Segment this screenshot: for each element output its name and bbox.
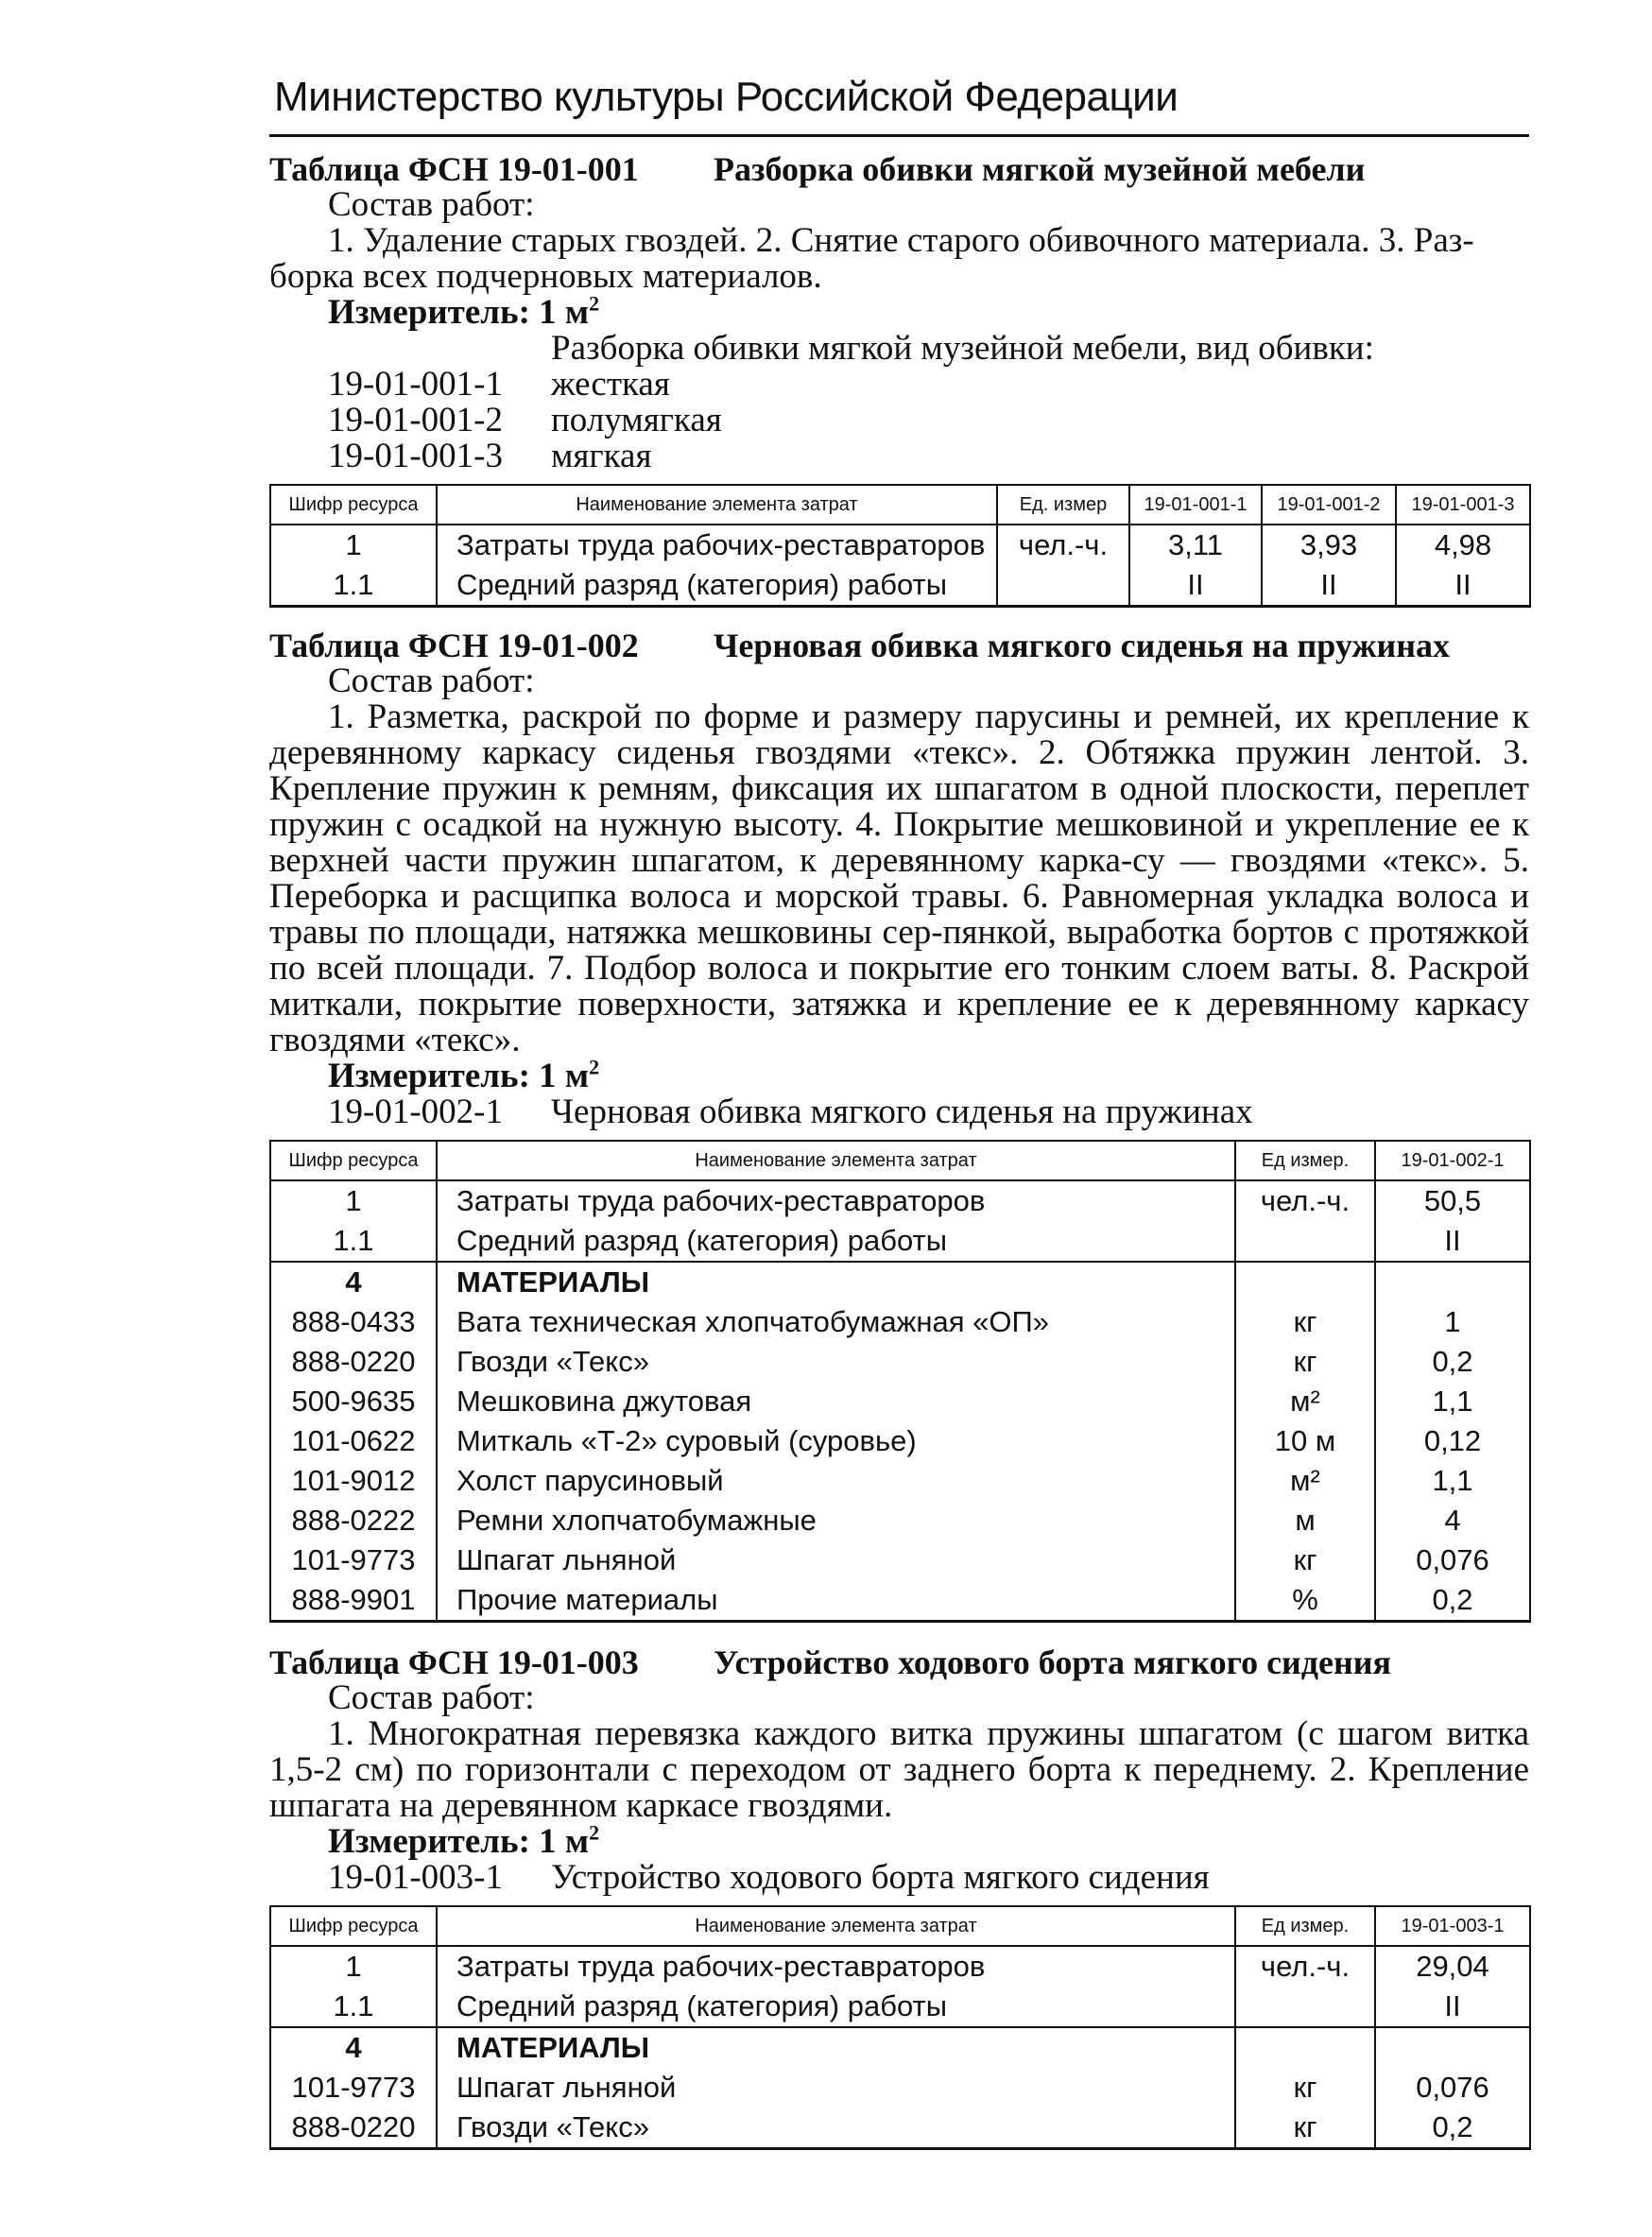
table-cell: Затраты труда рабочих-реставраторов	[437, 1180, 1235, 1221]
table-row	[270, 1580, 1530, 1622]
table-cell: 3,11	[1129, 525, 1262, 565]
composition-label: Состав работ:	[328, 662, 535, 700]
table-cell: 4	[270, 1262, 437, 1302]
section-title	[269, 1644, 1529, 1680]
table-cell: II	[1396, 565, 1530, 607]
table-cell	[1235, 1221, 1375, 1262]
preamble: Разборка обивки мягкой музейной мебели, вид обивки:	[551, 329, 1374, 368]
table-cell: 888-0433	[270, 1302, 437, 1342]
table-title: Устройство ходового борта мягкого сидения	[714, 1643, 1391, 1681]
col-header: Шифр ресурса	[270, 485, 437, 525]
col-header: Наименование элемента затрат	[437, 485, 997, 525]
table-cell	[1375, 1262, 1530, 1302]
table-cell: Шпагат льняной	[437, 1540, 1235, 1580]
table-cell: 4	[270, 2027, 437, 2068]
table-title: Разборка обивки мягкой музейной мебели	[714, 150, 1366, 188]
table-cell: 4,98	[1396, 525, 1530, 565]
table-row	[270, 1540, 1530, 1580]
table-row	[270, 1342, 1530, 1382]
meter: Измеритель: 1 $м^2$	[328, 291, 600, 332]
table-cell: Затраты труда рабочих-реставраторов	[437, 1946, 1235, 1987]
table-cell: 888-9901	[270, 1580, 437, 1622]
running-header: Министерство культуры Российской Федерации	[274, 74, 1179, 120]
table-cell: 1.1	[270, 1221, 437, 1262]
table-row	[270, 1221, 1530, 1262]
resource-table	[269, 484, 1531, 608]
table-cell: Затраты труда рабочих-реставраторов	[437, 525, 997, 565]
table-row	[270, 525, 1530, 565]
table-cell: 1	[270, 1180, 437, 1221]
col-header: 19-01-001-1	[1129, 485, 1262, 525]
col-header: Ед измер.	[1235, 1141, 1375, 1180]
table-cell: кг	[1235, 1302, 1375, 1342]
table-number: Таблица ФСН 19-01-002	[269, 627, 639, 664]
code-line: 19-01-001-3 мягкая	[328, 437, 652, 475]
table-row	[270, 565, 1530, 607]
col-header: Ед. измер	[997, 485, 1129, 525]
col-header: Шифр ресурса	[270, 1141, 437, 1180]
table-row	[270, 1946, 1530, 1987]
table-cell: 0,076	[1375, 1540, 1530, 1580]
table-cell: МАТЕРИАЛЫ	[437, 1262, 1235, 1302]
section-19-01-002	[269, 628, 1529, 1623]
table-cell	[1235, 1987, 1375, 2027]
composition-label: Состав работ:	[328, 185, 535, 224]
table-cell: II	[1262, 565, 1396, 607]
meter: Измеритель: 1 $м^2$	[328, 1055, 600, 1095]
table-cell: 1	[270, 1946, 437, 1987]
table-cell: 1.1	[270, 565, 437, 607]
table-cell: Средний разряд (категория) работы	[437, 1987, 1235, 2027]
table-cell: МАТЕРИАЛЫ	[437, 2027, 1235, 2068]
table-cell: 101-0622	[270, 1421, 437, 1461]
table-cell: 4	[1375, 1501, 1530, 1540]
table-row	[270, 1501, 1530, 1540]
col-header: Шифр ресурса	[270, 1906, 437, 1946]
table-cell: 500-9635	[270, 1382, 437, 1421]
table-cell	[1235, 1262, 1375, 1302]
table-cell: 1.1	[270, 1987, 437, 2027]
table-row	[270, 2108, 1530, 2149]
table-cell: м	[1235, 1501, 1375, 1540]
table-cell: Гвозди «Текс»	[437, 2108, 1235, 2149]
table-cell: Вата техническая хлопчатобумажная «ОП»	[437, 1302, 1235, 1342]
table-cell: кг	[1235, 2108, 1375, 2149]
table-cell: II	[1129, 565, 1262, 607]
composition-line: 1. Удаление старых гвоздей. 2. Снятие старого обивочного материала. 3. Раз-	[328, 221, 1474, 260]
table-cell: 1,1	[1375, 1461, 1530, 1501]
table-cell: 888-0222	[270, 1501, 437, 1540]
code-line: 19-01-002-1 Черновая обивка мягкого сиденья на пружинах	[328, 1093, 1253, 1131]
table-cell: 29,04	[1375, 1946, 1530, 1987]
section-title	[269, 151, 1529, 187]
table-cell: 888-0220	[270, 2108, 437, 2149]
table-cell: Прочие материалы	[437, 1580, 1235, 1622]
table-cell: 0,076	[1375, 2068, 1530, 2108]
table-cell	[1235, 2027, 1375, 2068]
table-cell: %	[1235, 1580, 1375, 1622]
table-cell: II	[1375, 1987, 1530, 2027]
table-header-row	[270, 1906, 1530, 1946]
section-title	[269, 628, 1529, 663]
col-header: Наименование элемента затрат	[437, 1906, 1235, 1946]
table-number: Таблица ФСН 19-01-001	[269, 150, 639, 188]
table-row	[270, 1461, 1530, 1501]
table-number: Таблица ФСН 19-01-003	[269, 1643, 639, 1681]
table-cell: 1	[270, 525, 437, 565]
table-cell: Холст парусиновый	[437, 1461, 1235, 1501]
composition-line: борка всех подчерновых материалов.	[269, 257, 822, 296]
table-cell: 888-0220	[270, 1342, 437, 1382]
table-cell: м²	[1235, 1461, 1375, 1501]
table-cell: кг	[1235, 1342, 1375, 1382]
col-header: 19-01-001-3	[1396, 485, 1530, 525]
col-header: Ед измер.	[1235, 1906, 1375, 1946]
table-cell: Миткаль «Т-2» суровый (суровье)	[437, 1421, 1235, 1461]
composition-label: Состав работ:	[328, 1678, 535, 1717]
meter: Измеритель: 1 $м^2$	[328, 1820, 600, 1861]
table-header-row	[270, 485, 1530, 525]
col-header: 19-01-001-2	[1262, 485, 1396, 525]
table-cell: 50,5	[1375, 1180, 1530, 1221]
table-cell: 0,2	[1375, 1580, 1530, 1622]
table-cell: чел.-ч.	[1235, 1946, 1375, 1987]
table-cell: 10 м	[1235, 1421, 1375, 1461]
table-cell: кг	[1235, 1540, 1375, 1580]
composition-text: 1. Разметка, раскрой по форме и размеру парусины и ремней, их крепление к деревянному каркасу сиденья гвоздями «текс». 2. Обтяжка пружин лентой. 3. Крепление пружин к ремням, фиксация их шпагатом в одной плоскости, переплет пружин с осадкой на нужную высоту. 4. Покрытие мешковиной и укрепление ее к верхней части пружин шпагатом, к деревянному карка-су — гвоздями «текс». 5. Переборка и расщипка волоса и морской травы. 6. Равномерная укладка волоса и травы по площади, натяжка мешковины сер-пянкой, выработка бортов с протяжкой по всей площади. 7. Подбор волоса и покрытие его тонким слоем ваты. 8. Раскрой миткали, покрытие поверхности, затяжка и крепление ее к деревянному каркасу гвоздями «текс».	[269, 697, 1529, 1059]
table-cell: 0,2	[1375, 2108, 1530, 2149]
table-cell: 0,12	[1375, 1421, 1530, 1461]
table-cell: 101-9012	[270, 1461, 437, 1501]
table-row	[270, 1180, 1530, 1221]
table-cell: чел.-ч.	[1235, 1180, 1375, 1221]
header-rule	[269, 134, 1529, 137]
table-cell: Средний разряд (категория) работы	[437, 1221, 1235, 1262]
col-header: 19-01-003-1	[1375, 1906, 1530, 1946]
table-cell: 1,1	[1375, 1382, 1530, 1421]
table-cell: чел.-ч.	[997, 525, 1129, 565]
table-cell: кг	[1235, 2068, 1375, 2108]
col-header: Наименование элемента затрат	[437, 1141, 1235, 1180]
table-row	[270, 2068, 1530, 2108]
col-header: 19-01-002-1	[1375, 1141, 1530, 1180]
table-cell: Ремни хлопчатобумажные	[437, 1501, 1235, 1540]
materials-header-row	[270, 2027, 1530, 2068]
table-cell: 1	[1375, 1302, 1530, 1342]
table-cell	[997, 565, 1129, 607]
table-row	[270, 1302, 1530, 1342]
table-cell: II	[1375, 1221, 1530, 1262]
composition-text: 1. Многократная перевязка каждого витка пружины шпагатом (с шагом витка 1,5-2 см) по горизонтали с переходом от заднего борта к переднему. 2. Крепление шпагата на деревянном каркасе гвоздями.	[269, 1714, 1529, 1825]
table-cell: 101-9773	[270, 1540, 437, 1580]
code-line: 19-01-003-1 Устройство ходового борта мягкого сидения	[328, 1858, 1210, 1897]
resource-table	[269, 1905, 1531, 2150]
materials-header-row	[270, 1262, 1530, 1302]
table-row	[270, 1987, 1530, 2027]
table-header-row	[270, 1141, 1530, 1180]
table-title: Черновая обивка мягкого сиденья на пружинах	[714, 627, 1450, 664]
table-row	[270, 1421, 1530, 1461]
resource-table	[269, 1140, 1531, 1623]
table-cell: Гвозди «Текс»	[437, 1342, 1235, 1382]
table-row	[270, 1382, 1530, 1421]
table-cell: Мешковина джутовая	[437, 1382, 1235, 1421]
table-cell	[1375, 2027, 1530, 2068]
section-19-01-003	[269, 1644, 1529, 2150]
code-line: 19-01-001-2 полумягкая	[328, 401, 722, 439]
table-cell: 101-9773	[270, 2068, 437, 2108]
table-cell: м²	[1235, 1382, 1375, 1421]
section-19-01-001	[269, 151, 1529, 608]
table-cell: 0,2	[1375, 1342, 1530, 1382]
table-cell: 3,93	[1262, 525, 1396, 565]
code-line: 19-01-001-1 жесткая	[328, 365, 670, 404]
table-cell: Шпагат льняной	[437, 2068, 1235, 2108]
table-cell: Средний разряд (категория) работы	[437, 565, 997, 607]
